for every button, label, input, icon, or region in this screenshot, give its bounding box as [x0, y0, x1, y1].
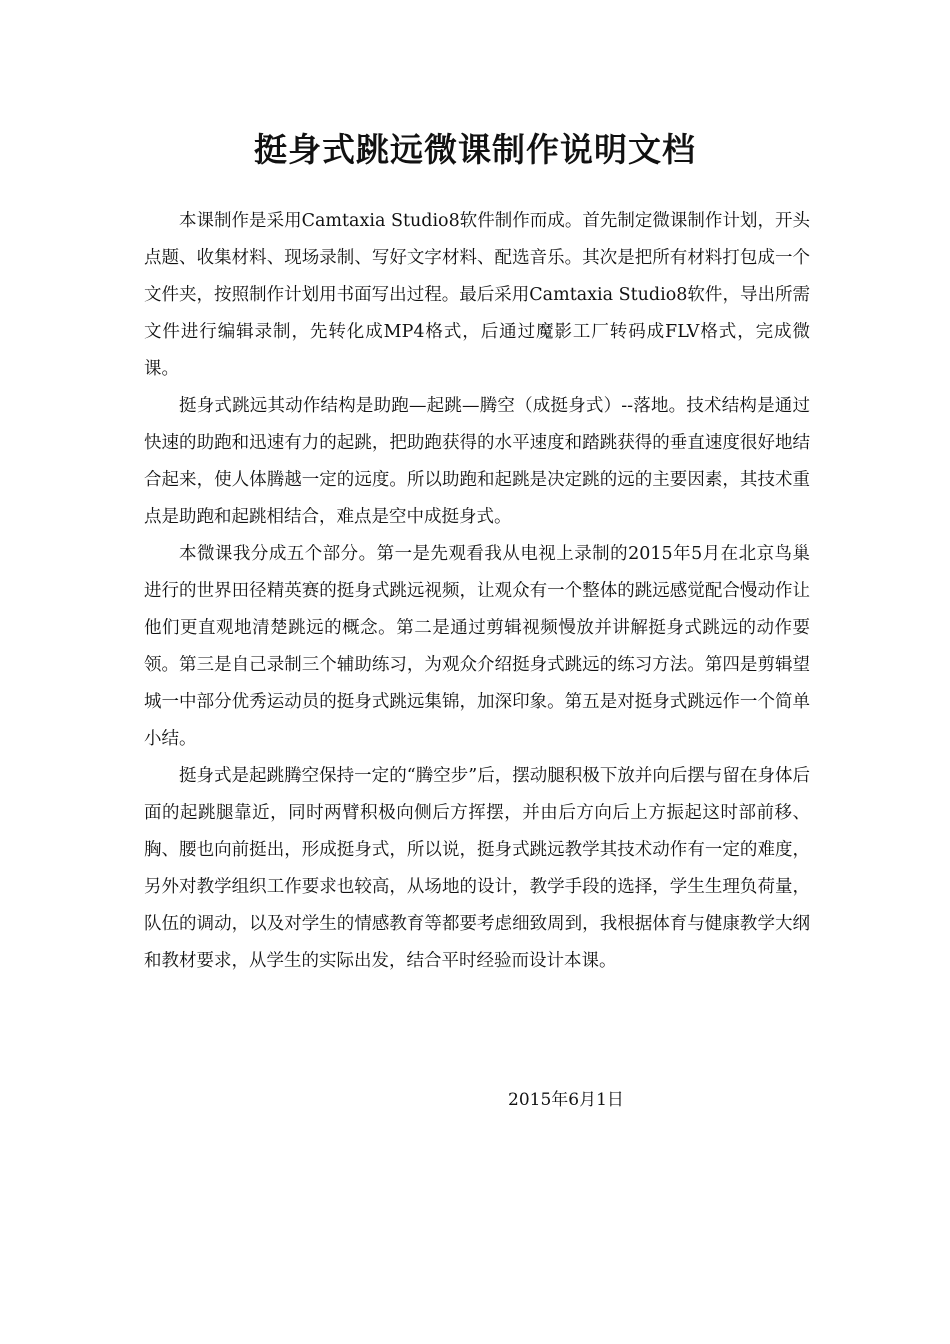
paragraph-course-parts: 本微课我分成五个部分。第一是先观看我从电视上录制的2015年5月在北京鸟巢进行的世界田径精英赛的挺身式跳远视频，让观众有一个整体的跳远感觉配合慢动作让他们更直观地清楚跳远的概念。第二是通过剪辑视频慢放并讲解挺身式跳远的动作要领。第三是自己录制三个辅助练习，为观众介绍挺身式跳远的练习方法。第四是剪辑望城一中部分优秀运动员的挺身式跳远集锦，加深印象。第五是对挺身式跳远作一个简单小结。 [144, 544, 810, 749]
paragraph-production-method: 本课制作是采用Camtaxia Studio8软件制作而成。首先制定微课制作计划，开头点题、收集材料、现场录制、写好文字材料、配选音乐。其次是把所有材料打包成一个文件夹，按照制作计划用书面写出过程。最后采用Camtaxia Studio8软件，导出所需文件进行编辑录制，先转化成MP4格式，后通过魔影工厂转码成FLV格式，完成微课。 [144, 211, 810, 379]
document-body [144, 203, 810, 980]
paragraph-technique-structure: 挺身式跳远其动作结构是助跑—起跳—腾空（成挺身式）--落地。技术结构是通过快速的助跑和迅速有力的起跳，把助跑获得的水平速度和踏跳获得的垂直速度很好地结合起来，使人体腾越一定的远度。所以助跑和起跳是决定跳的远的主要因素，其技术重点是助跑和起跳相结合，难点是空中成挺身式。 [144, 396, 810, 527]
document-date: 2015年6月1日 [508, 1090, 624, 1110]
document-title: 挺身式跳远微课制作说明文档 [254, 130, 696, 169]
paragraph-teaching-design: 挺身式是起跳腾空保持一定的“腾空步”后，摆动腿积极下放并向后摆与留在身体后面的起跳腿靠近，同时两臂积极向侧后方挥摆，并由后方向后上方振起这时部前移、胸、腰也向前挺出，形成挺身式，所以说，挺身式跳远教学其技术动作有一定的难度，另外对教学组织工作要求也较高，从场地的设计，教学手段的选择，学生生理负荷量，队伍的调动，以及对学生的情感教育等都要考虑细致周到，我根据体育与健康教学大纲和教材要求，从学生的实际出发，结合平时经验而设计本课。 [144, 766, 810, 971]
